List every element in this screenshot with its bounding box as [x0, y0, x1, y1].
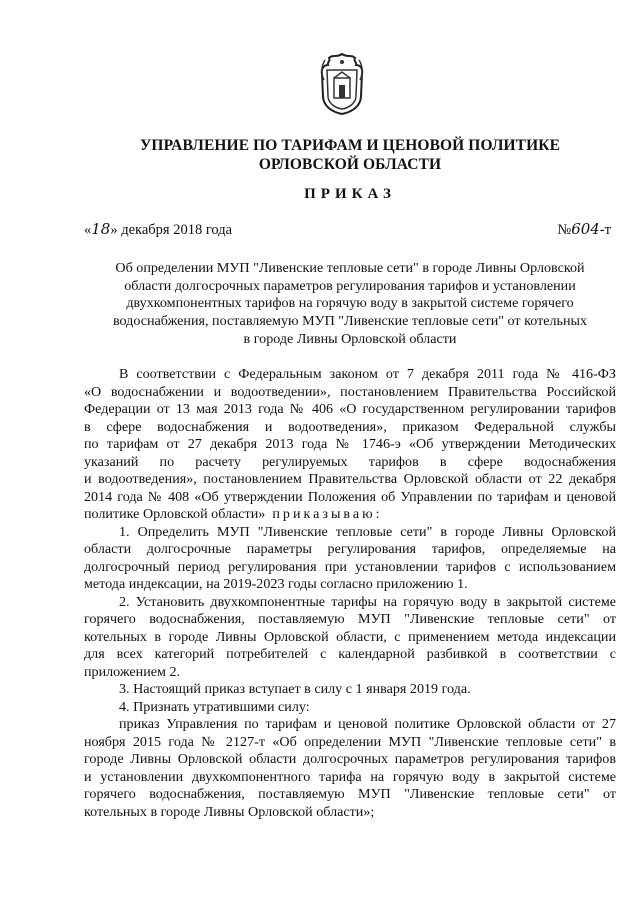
repealed-order-line: приказ Управления по тарифам и ценовой политике Орловской области от 27 — [119, 716, 616, 732]
preamble-line: и водоотведения», постановлением Правительства Орловской области от 22 декабря — [84, 471, 616, 487]
repealed-order-line: городе Ливны Орловской области долгосрочных параметров регулирования тарифов — [84, 751, 616, 767]
item1-line: метода индексации, на 2019-2023 годы согласно приложению 1. — [84, 576, 468, 592]
order-number — [557, 220, 611, 239]
handwritten-day: 18 — [91, 220, 111, 238]
order-word: приказываю: — [272, 506, 383, 522]
number-suffix: -т — [599, 222, 611, 238]
agency-name-line2: ОРЛОВСКОЙ ОБЛАСТИ — [258, 156, 442, 173]
order-date — [84, 220, 232, 239]
subject-line: Об определении МУП "Ливенские тепловые сети" в городе Ливны Орловской — [115, 260, 585, 276]
subject-line: двухкомпонентных тарифов на горячую воду в закрытой системе горячего — [126, 295, 574, 312]
item2-line: котельных в городе Ливны Орловской области, с применением метода индексации — [84, 628, 616, 645]
item2-line: горячего водоснабжения, поставляемую МУП "Ливенские тепловые сети" от — [84, 611, 616, 627]
repealed-order-line: горячего водоснабжения, поставляемую МУП "Ливенские тепловые сети" от — [84, 786, 616, 802]
agency-name-line1: УПРАВЛЕНИЕ ПО ТАРИФАМ И ЦЕНОВОЙ ПОЛИТИКЕ — [139, 137, 561, 154]
item1-line: 1. Определить МУП "Ливенские тепловые сети" в городе Ливны Орловской — [119, 523, 616, 540]
number-sign: № — [557, 222, 572, 238]
subject-line: водоснабжения, поставляемую МУП "Ливенские тепловые сети" от котельных — [112, 313, 588, 330]
item2-line: для всех категорий потребителей с календарной разбивкой в соответствии с — [84, 646, 616, 662]
handwritten-number: 604 — [571, 220, 600, 238]
repealed-order-line: ноября 2015 года № 2127-т «Об определении МУП "Ливенские тепловые сети" в — [84, 733, 616, 750]
date-suffix: » декабря 2018 года — [110, 222, 233, 238]
preamble-end: политике Орловской области» — [84, 506, 266, 522]
date-prefix: « — [84, 222, 92, 238]
item4-line: 4. Признать утратившими силу: — [119, 698, 310, 715]
item3-line: 3. Настоящий приказ вступает в силу с 1 января 2019 года. — [119, 681, 471, 697]
document-type-title: ПРИКАЗ — [304, 186, 396, 202]
item2-line: 2. Установить двухкомпонентные тарифы на горячую воду в закрытой системе — [119, 593, 616, 610]
preamble-line: Федерации от 13 мая 2013 года № 406 «О государственном регулировании тарифов — [84, 401, 616, 417]
coat-of-arms-emblem — [317, 52, 367, 116]
preamble-line: 2014 года № 408 «Об утверждении Положения об Управлении по тарифам и ценовой — [84, 488, 616, 505]
item2-line: приложением 2. — [84, 663, 181, 680]
repealed-order-line: котельных в городе Ливны Орловской области»; — [84, 803, 375, 820]
preamble-line: «О водоснабжении и водоотведении», постановлением Правительства Российской — [84, 383, 616, 400]
subject-line: в городе Ливны Орловской области — [243, 330, 457, 347]
preamble-last-line — [84, 506, 616, 524]
preamble-line: в сфере водоснабжения и водоотведения», приказом Федеральной службы — [84, 418, 616, 435]
order-body — [84, 366, 616, 821]
preamble-line: В соответствии с Федеральным законом от 7 декабря 2011 года № 416-ФЗ — [119, 366, 616, 382]
preamble-line: по тарифам от 27 декабря 2013 года № 1746-э «Об утверждении Методических — [84, 436, 616, 452]
item1-line: долгосрочный период регулирования при установлении тарифов с использованием — [84, 558, 616, 575]
subject-line: области долгосрочных параметров регулирования тарифов и установлении — [124, 277, 576, 294]
repealed-order-line: и установлении двухкомпонентного тарифа на горячую воду в закрытой системе — [84, 768, 616, 785]
preamble-line: указаний по расчету регулируемых тарифов в сфере водоснабжения — [84, 453, 616, 470]
order-subject — [84, 260, 616, 349]
item1-line: области долгосрочные параметры регулирования тарифов, определяемые на — [84, 541, 616, 557]
